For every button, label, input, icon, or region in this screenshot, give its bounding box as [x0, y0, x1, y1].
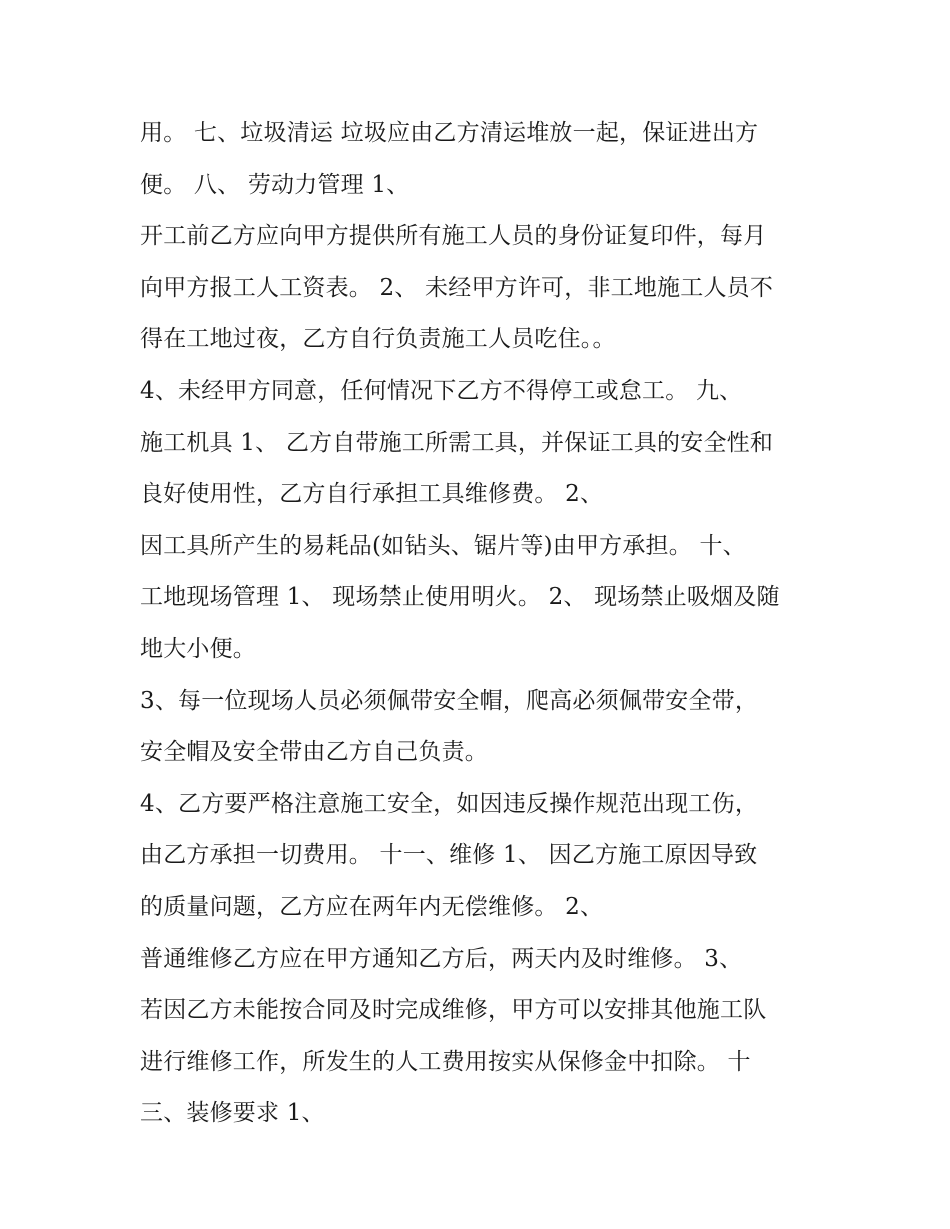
- text-line: 三、装修要求 1、: [140, 1100, 325, 1127]
- text-line: 因工具所产生的易耗品(如钻头、锯片等)由甲方承担。 十、: [140, 532, 746, 559]
- text-line: 工地现场管理 1、 现场禁止使用明火。 2、 现场禁止吸烟及随: [140, 584, 780, 611]
- text-line: 普通维修乙方应在甲方通知乙方后，两天内及时维修。 3、: [140, 945, 743, 972]
- text-line: 良好使用性，乙方自行承担工具维修费。 2、: [140, 481, 604, 508]
- text-line: 施工机具 1、 乙方自带施工所需工具，并保证工具的安全性和: [140, 429, 774, 456]
- text-line: 若因乙方未能按合同及时完成维修，甲方可以安排其他施工队: [140, 997, 767, 1024]
- text-line: 向甲方报工人工资表。 2、 未经甲方许可，非工地施工人员不: [140, 274, 774, 301]
- text-line: 4、未经甲方同意，任何情况下乙方不得停工或怠工。 九、: [140, 377, 743, 404]
- text-line: 地大小便。: [140, 635, 256, 662]
- text-line: 开工前乙方应向甲方提供所有施工人员的身份证复印件，每月: [140, 223, 767, 250]
- document-body: [140, 108, 830, 1140]
- text-line: 便。 八、 劳动力管理 1、: [140, 171, 410, 198]
- text-line: 的质量问题，乙方应在两年内无偿维修。 2、: [140, 893, 604, 920]
- text-line: 由乙方承担一切费用。 十一、维修 1、 因乙方施工原因导致: [140, 842, 758, 869]
- text-line: 得在工地过夜，乙方自行负责施工人员吃住。。: [140, 326, 616, 353]
- text-line: 4、乙方要严格注意施工安全，如因违反操作规范出现工伤，: [140, 790, 759, 817]
- text-line: 进行维修工作，所发生的人工费用按实从保修金中扣除。 十: [140, 1048, 751, 1075]
- text-line: 用。 七、垃圾清运 垃圾应由乙方清运堆放一起，保证进出方: [140, 120, 759, 146]
- text-line: 安全帽及安全带由乙方自己负责。: [140, 739, 488, 766]
- text-line: 3、每一位现场人员必须佩带安全帽，爬高必须佩带安全带，: [140, 687, 759, 714]
